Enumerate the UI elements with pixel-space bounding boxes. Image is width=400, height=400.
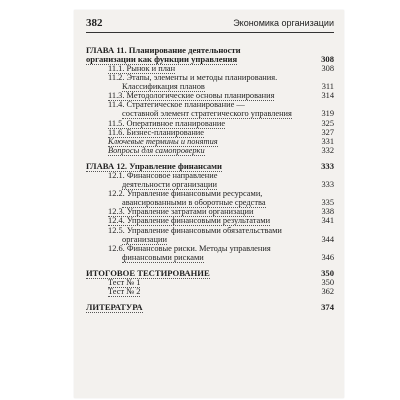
toc-entry-questions: Вопросы для самопроверки 332	[108, 145, 334, 155]
toc-entry: деятельности организации 333	[122, 180, 334, 190]
toc-entry: 12.5. Управление финансовыми обязательствами	[108, 225, 282, 235]
toc-entry: 12.6. Финансовые риски. Методы управления	[108, 243, 271, 253]
running-title: Экономика организации	[233, 18, 334, 28]
final-test-title: ИТОГОВОЕ ТЕСТИРОВАНИЕ 350	[86, 267, 334, 278]
toc-entry: 11.3. Методологические основы планирования 314	[108, 91, 334, 101]
chapter-12-title: ГЛАВА 12. Управление финансами 333	[86, 160, 334, 171]
toc-entry: 12.1. Финансовое направление	[108, 170, 218, 180]
toc-entry: Классификация планов 311	[122, 82, 334, 92]
toc-entry: Тест № 2 362	[108, 286, 334, 296]
literature-title: ЛИТЕРАТУРА 374	[86, 302, 334, 313]
chapter-11-page: 308	[321, 54, 334, 64]
toc-entry: Тест № 1 350	[108, 277, 334, 287]
toc-entry: 11.6. Бизнес-планирование 327	[108, 127, 334, 137]
page-header	[86, 16, 334, 33]
toc-entry: 11.2. Этапы, элементы и методы планирования.	[108, 73, 278, 83]
page-number: 382	[86, 17, 103, 29]
toc-entry: 12.4. Управление финансовыми результатами 341	[108, 216, 334, 226]
toc-entry-key-terms: Ключевые термины и понятия 331	[108, 136, 334, 146]
table-of-contents	[86, 46, 334, 312]
book-page	[74, 10, 344, 398]
toc-entry: 12.2. Управление финансовыми ресурсами,	[108, 189, 263, 199]
chapter-11-title-line2: организации как функции управления 308	[86, 54, 334, 64]
toc-entry: 11.5. Оперативное планирование 325	[108, 118, 334, 128]
chapter-11-title-line1: ГЛАВА 11. Планирование деятельности	[86, 45, 241, 55]
toc-entry: 11.4. Стратегическое планирование —	[108, 100, 245, 110]
toc-entry: составной элемент стратегического управления 319	[122, 109, 334, 119]
chapter-12-page: 333	[321, 160, 334, 171]
toc-entry: авансированными в оборотные средства 335	[122, 198, 334, 208]
toc-entry: организации 344	[122, 234, 334, 244]
toc-entry: 12.3. Управление затратами организации 338	[108, 207, 334, 217]
toc-entry: 11.1. Рынок и план 308	[108, 64, 334, 73]
toc-entry: финансовыми рисками 346	[122, 252, 334, 262]
